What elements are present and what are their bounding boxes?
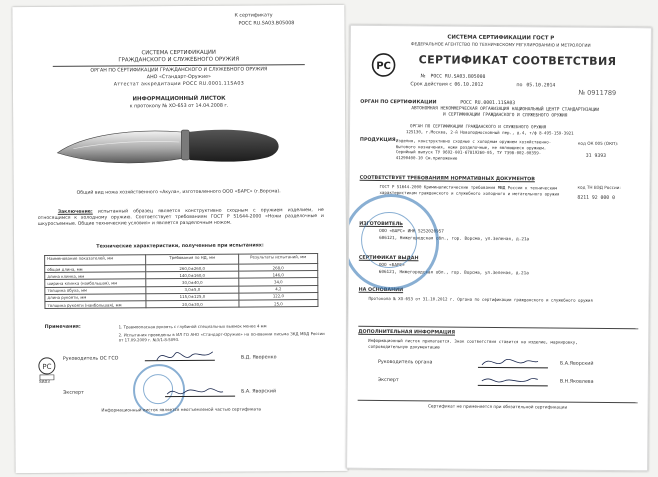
system-title-line1: СИСТЕМА СЕРТИФИКАЦИИ — [141, 49, 216, 57]
expert-name: Б.А. Яворский — [241, 389, 277, 395]
notes-label: Примечания: — [44, 324, 81, 330]
serial-number: № 0911789 — [578, 88, 617, 98]
table-cell: 4,2 — [239, 285, 318, 293]
protocol-ref: к протоколу № ХО-653 от 14.04.2008 г. — [129, 103, 229, 110]
table-cell: толщина рукояти (наибольшая), мм — [45, 301, 146, 309]
table-header-cell: Наименование показателей, мм — [45, 255, 146, 266]
tech-title: Технические характеристики, полученные при испытаниях: — [96, 243, 264, 250]
table-cell: 122,0 — [239, 292, 318, 300]
svg-text:PC: PC — [376, 60, 391, 73]
table-cell: 140,0±160,0 — [146, 271, 239, 279]
valid-to: 05.10.2014 — [526, 83, 556, 89]
head-label: Руководитель ОС ГСО — [62, 356, 119, 362]
table-cell: 268,0 — [239, 264, 318, 272]
expert-signature-icon-right — [480, 371, 540, 390]
table-cell: 30,0±40,0 — [146, 278, 239, 286]
maker-label: ИЗГОТОВИТЕЛЬ — [359, 221, 404, 228]
conclusion-label: Заключение: — [57, 209, 93, 215]
valid-from: 06.10.2012 — [454, 82, 484, 88]
organ-code: РОСС RU.0001.11SA03 — [460, 100, 516, 107]
maker-address: 606121, Нижегородская обл., гор. Ворсма, ул.Зеленая, д.21а — [379, 235, 530, 243]
standards-text: ГОСТ Р 51644-2000 Криминалистические требования МВД России к техническим характеристикам гражданского и служебного холодного и метательного оружия — [379, 183, 560, 197]
footer-rule — [358, 400, 638, 403]
expert-label-right: Эксперт — [377, 377, 399, 384]
organ-label: ОРГАН ПО СЕРТИФИКАЦИИ — [360, 99, 437, 106]
cert-number: РОСС RU.SA03.B05008 — [430, 74, 486, 80]
table-cell: 115,0±125,0 — [146, 293, 239, 301]
organ-name: АВТОНОМНАЯ НЕКОММЕРЧЕСКАЯ ОРГАНИЗАЦИЯ НАЦИОНАЛЬНЫЙ ЦЕНТР СТАНДАРТИЗАЦИИ И СЕРТИФИКАЦИИ ГРАЖДАНСКОГО И СЛУЖЕБНОГО ОРУЖИЯ — [411, 106, 600, 119]
system-title-line2: ГРАЖДАНСКОГО И СЛУЖЕБНОГО ОРУЖИЯ — [118, 56, 240, 64]
okp-code: 31 9393 — [585, 153, 607, 159]
org-name: АНО «Стандарт-Оружие» — [146, 74, 211, 81]
agency-name: ФЕДЕРАЛЬНОЕ АГЕНТСТВО ПО ТЕХНИЧЕСКОМУ РЕГУЛИРОВАНИЮ И МЕТРОЛОГИИ — [410, 41, 591, 48]
table-row — [45, 299, 318, 308]
table-cell: длина клинка, мм — [45, 272, 146, 280]
cert-system-title: СИСТЕМА СЕРТИФИКАЦИИ ГОСТ Р — [447, 34, 555, 42]
chief-name: Б.А.Яворский — [559, 361, 594, 367]
extra-label: ДОПОЛНИТЕЛЬНАЯ ИНФОРМАЦИЯ — [358, 329, 456, 336]
conclusion-text: испытанный образец является конструктивно сходным с оружием изделием, не относящимся к холодному оружию. Соответствует требованиям ГОСТ Р 51644-2000 «Ножи разделочные и шкуросъемные. Общие технические условия» и является разделочным ножом. — [37, 207, 324, 228]
tnved-label: код ТН ВЭД России: — [577, 184, 621, 191]
table-cell: толщина обуха, мм — [45, 286, 146, 294]
head-signature-icon — [155, 346, 215, 366]
chief-label: Руководитель органа — [377, 359, 433, 366]
cert-title: СЕРТИФИКАТ СООТВЕТСТВИЯ — [418, 53, 617, 69]
table-cell: длина рукояти, мм — [45, 293, 146, 301]
maker-name: ООО «БАРС» ИНН 5252020957 — [379, 228, 444, 235]
section-rule — [358, 326, 638, 329]
certificate-footer: Сертификат не применяется при обязательной сертификации — [427, 403, 568, 410]
okp-label: код ОК 005 (ОКП): — [577, 140, 619, 147]
table-cell: общая длина, мм — [45, 265, 146, 273]
table-cell: ширина клинка (наибольшая), мм — [45, 279, 146, 287]
product-text: Изделия, конструктивно сходные с холодным оружием хозяйственно-бытового назначения, ножи разделочные, не являющиеся оружием. Серийный выпуск ТУ 9692-001-67819260-05, ТУ 7398-002-00359-41290400-10 См.приложение — [395, 138, 552, 161]
head-name: В.Д. Яворенко — [240, 355, 277, 361]
info-title: ИНФОРМАЦИОННЫЙ ЛИСТОК — [132, 95, 226, 103]
gost-mark-icon — [37, 357, 57, 381]
cert-reference-number: РОСС RU.SA03.B05008 — [238, 21, 295, 27]
table-cell: 34,0 — [239, 278, 318, 286]
basis-label: НА ОСНОВАНИИ — [358, 287, 404, 294]
table-cell: 3,0±5,0 — [146, 286, 239, 294]
holder-name: ООО «БАРС» — [378, 262, 405, 269]
expert-signature-icon — [165, 382, 225, 402]
table-header-cell: Требования по НД, мм — [146, 254, 239, 265]
spec-table — [44, 253, 318, 309]
mark-code: SA03 — [38, 378, 50, 384]
conclusion-paragraph — [38, 208, 324, 229]
title-rule — [53, 64, 305, 67]
pct-logo-icon — [370, 52, 396, 82]
extra-text: Информационный листок прилагается. Знак соответствия ставится на изделие, маркировку, сопроводительную документацию — [368, 337, 578, 350]
expert-label: Эксперт — [63, 390, 84, 396]
expert-name-right: В.Н.Яковлева — [559, 379, 594, 385]
table-cell: 146,0 — [239, 271, 318, 279]
cert-reference-label: К сертификату — [234, 13, 273, 19]
product-label: ПРОДУКЦИЯ — [359, 137, 396, 144]
valid-to-label: по — [516, 83, 523, 89]
info-leaflet-page — [12, 5, 347, 473]
certificate-seal-inner — [358, 212, 419, 268]
table-header-cell: Результаты испытаний, мм — [239, 254, 318, 265]
note-2: 2. Испытания проведены в ИЛ ГО АНО «Стандарт-Оружие» на основании письма ЗКД МВД России от 17.09.2009 г. №3/1-8-5093. — [118, 330, 325, 343]
svg-text:PC: PC — [42, 362, 52, 371]
tnved-code: 8211 92 000 0 — [577, 195, 616, 202]
cert-number-label: № — [420, 74, 426, 80]
organ-line: ОРГАН ПО СЕРТИФИКАЦИИ ГРАЖДАНСКОГО И СЛУЖЕБНОГО ОРУЖИЯ — [90, 67, 268, 74]
basis-text: Протокола № ХО-653 от 31.10.2012 г. Органа по сертификации гражданского и служебного оружия — [368, 295, 593, 303]
organ-address: 125130, г.Москва, 2-й Новоподмосковный пер., д.4, т/ф 8-495-159-3921 — [405, 129, 574, 136]
accreditation: Аттестат аккредитации РОСС RU.0001.11SA03 — [113, 81, 245, 88]
table-cell: 20,0±30,0 — [146, 300, 239, 308]
knife-caption: Общий вид ножа хозяйственного «Акула», изготовленного ООО «БАРС» (г.Ворсма). — [76, 189, 281, 196]
table-cell: 25,0 — [239, 299, 318, 307]
standards-label: СООТВЕТСТВУЕТ ТРЕБОВАНИЯМ НОРМАТИВНЫХ ДОКУМЕНТОВ — [359, 175, 535, 183]
leaflet-footer: Информационный листок является неотъемлемой частью сертификата — [101, 406, 261, 413]
holder-address: 606121, Нижегородская обл., гор. Ворсма, ул.Зеленая, д.21а — [378, 269, 529, 277]
chief-signature-icon — [480, 353, 540, 372]
valid-label: Срок действия с — [410, 82, 453, 88]
table-cell: 260,0±260,0 — [146, 264, 239, 272]
certificate-page — [346, 25, 652, 472]
holder-label: СЕРТИФИКАТ ВЫДАН — [358, 255, 419, 262]
note-1: 1. Травмоопасная рукоять с глубиной специальных выемок менее 4 мм — [118, 323, 267, 330]
knife-image — [53, 117, 283, 181]
organ-name-2: ОРГАН ПО СЕРТИФИКАЦИИ ГРАЖДАНСКОГО И СЛУЖЕБНОГО ОРУЖИЯ — [410, 123, 547, 130]
